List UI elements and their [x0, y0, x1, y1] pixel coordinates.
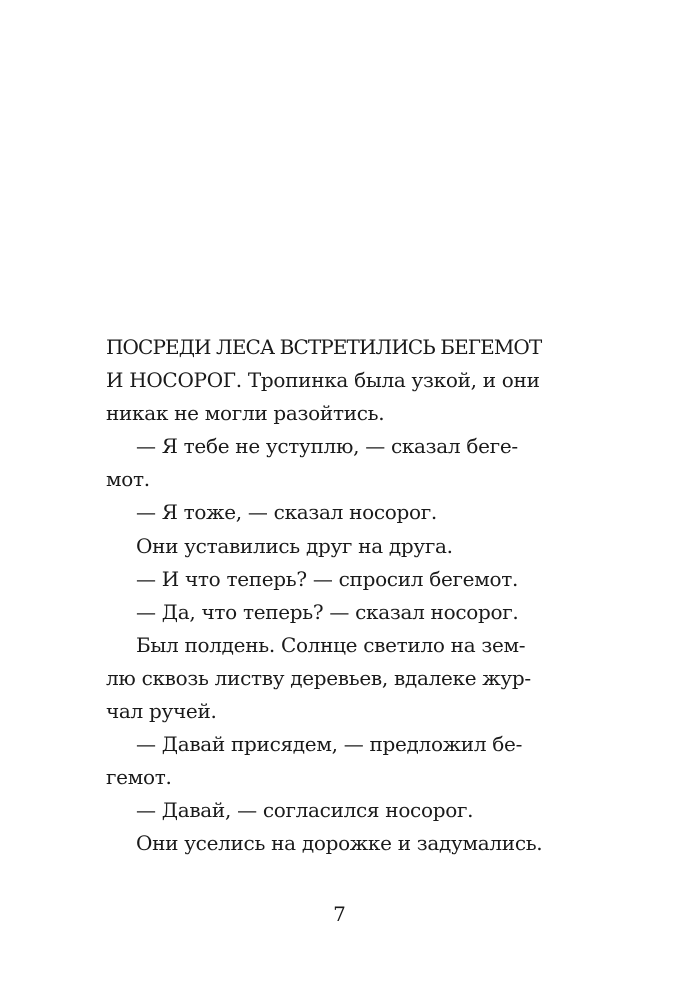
- text-line: мот.: [106, 467, 150, 492]
- dialogue-line: — И что теперь? — спросил бегемот.: [136, 566, 519, 591]
- text-line: чал ручей.: [106, 699, 217, 724]
- paragraph-line: Они уселись на дорожке и задумались.: [136, 831, 543, 856]
- paragraph-line: Был полдень. Солнце светило на зем-: [136, 632, 526, 657]
- paragraph-line: Они уставились друг на друга.: [136, 533, 453, 558]
- dialogue-line: — Да, что теперь? — сказал носорог.: [136, 599, 519, 624]
- text-line: гемот.: [106, 765, 172, 790]
- text-line: И НОСОРОГ. Тропинка была узкой, и они: [106, 368, 540, 393]
- dialogue-line: — Я тоже, — сказал носорог.: [136, 500, 437, 525]
- dialogue-line: — Давай, — согласился носорог.: [136, 798, 474, 823]
- dialogue-line: — Давай присядем, — предложил бе-: [136, 732, 523, 757]
- text-line: никак не могли разойтись.: [106, 401, 385, 426]
- text-line: лю сквозь листву деревьев, вдалеке жур-: [106, 665, 531, 690]
- story-text: [106, 331, 556, 861]
- page-number: 7: [333, 902, 346, 926]
- text-line: ПОСРЕДИ ЛЕСА ВСТРЕТИЛИСЬ БЕГЕМОТ: [106, 335, 542, 359]
- dialogue-line: — Я тебе не уступлю, — сказал беге-: [136, 434, 518, 459]
